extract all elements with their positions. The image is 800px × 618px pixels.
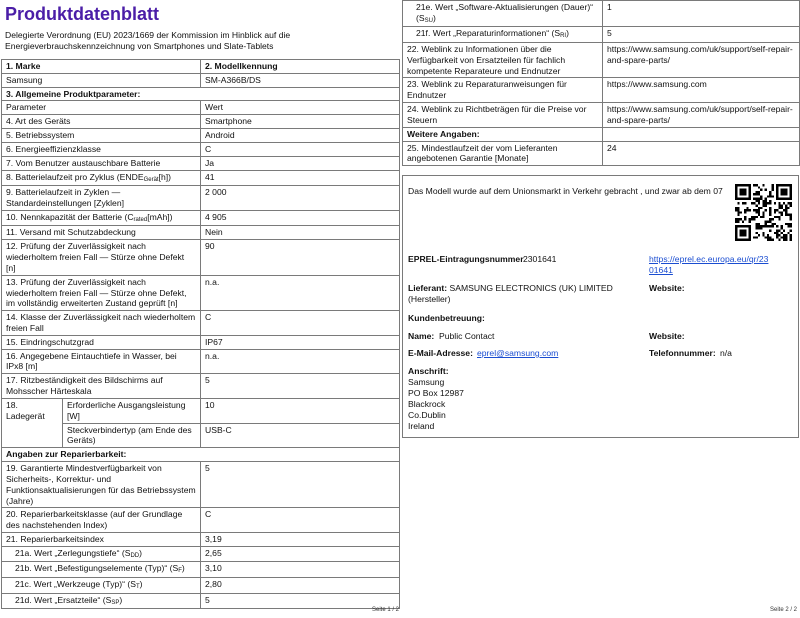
email-label: E-Mail-Adresse: (408, 348, 473, 358)
repairability-heading: Angaben zur Reparierbarkeit: (2, 448, 400, 462)
table-row (2, 349, 400, 374)
page-number: Seite 1 / 2 (372, 607, 400, 614)
row-value: 3,19 (201, 533, 400, 547)
table-row (2, 374, 400, 399)
table-row (2, 398, 400, 423)
address-line: Samsung (408, 377, 445, 387)
general-parameters-heading: 3. Allgemeine Produktparameter: (2, 87, 400, 101)
row-value: 5 (201, 462, 400, 508)
charger-plug-label: Steckverbindertyp (am Ende des Geräts) (63, 423, 201, 448)
page-number: Seite 2 / 2 (770, 607, 798, 614)
table-row (403, 103, 800, 128)
repair-score-label: 21c. Wert „Werkzeuge (Typ)“ $(S_T)$ (2, 578, 201, 594)
table-row (403, 141, 800, 166)
contact-name-label: Name: (408, 331, 435, 341)
table-row (403, 27, 800, 43)
repair-score-value: 2,80 (201, 578, 400, 594)
email-link[interactable]: eprel@samsung.com (477, 348, 559, 358)
warranty-value: 24 (603, 141, 800, 166)
repair-score-label: 21e. Wert „Software-Aktualisierungen (Dauer)“ $(S_{SU})$ (403, 1, 603, 27)
warranty-label: 25. Mindestlaufzeit der vom Lieferanten angebotenen Garantie [Monate] (403, 141, 603, 166)
page-2 (400, 0, 800, 618)
table-row (2, 578, 400, 594)
eprel-link-line-2[interactable]: 01641 (649, 265, 673, 275)
address-line: Ireland (408, 421, 435, 431)
table-row (2, 275, 400, 310)
repair-score-value: 3,10 (201, 562, 400, 578)
table-row (2, 156, 400, 170)
table-row (2, 533, 400, 547)
repair-score-value: 5 (201, 593, 400, 609)
row-label: 24. Weblink zu Richtbeträgen für die Preise vor Steuern (403, 103, 603, 128)
charger-power-label: Erforderliche Ausgangsleistung [W] (63, 398, 201, 423)
repair-instructions-link[interactable]: https://www.samsung.com (603, 78, 800, 103)
price-info-link[interactable]: https://www.samsung.com/uk/support/self-repair-and-spare-parts/ (603, 103, 800, 128)
address-line: Co.Dublin (408, 410, 446, 420)
eprel-number-label: EPREL-Eintragungsnummer (408, 254, 524, 264)
repair-info-table (402, 0, 800, 166)
battery-cycle-label: 8. Batterielaufzeit pro Zyklus $(ENDE_{Gerät}[h])$ (2, 170, 201, 186)
brand-value: Samsung (2, 73, 201, 87)
eprel-box (402, 175, 799, 438)
table-row (2, 508, 400, 533)
battery-capacity-value: 4 905 (201, 210, 400, 226)
table-row (403, 78, 800, 103)
repair-score-value: 5 (603, 27, 800, 43)
regulation-subtitle: Delegierte Verordnung (EU) 2023/1669 der Kommission im Hinblick auf die Energieverbrauchskennzeichnung von Smartphones und Slate-Tablets (5, 30, 291, 51)
product-data-table (1, 59, 400, 609)
table-row (2, 226, 400, 240)
row-value: n.a. (201, 349, 400, 374)
table-row (2, 170, 400, 186)
value-header: Wert (201, 101, 400, 115)
row-label: 11. Versand mit Schutzabdeckung (2, 226, 201, 240)
repair-score-label: 21a. Wert „Zerlegungstiefe“ $(S_{DD})$ (2, 546, 201, 562)
row-value: C (201, 142, 400, 156)
table-row (403, 42, 800, 77)
battery-cycle-value: 41 (201, 170, 400, 186)
spare-parts-link[interactable]: https://www.samsung.com/uk/support/self-repair-and-spare-parts/ (603, 42, 800, 77)
row-label: 4. Art des Geräts (2, 115, 201, 129)
address-line: PO Box 12987 (408, 388, 464, 398)
charger-plug-value: USB-C (201, 423, 400, 448)
table-row (2, 546, 400, 562)
row-value: Smartphone (201, 115, 400, 129)
row-label: 14. Klasse der Zuverlässigkeit nach wiederholtem freien Fall (2, 311, 201, 336)
supplier: Lieferant: SAMSUNG ELECTRONICS (UK) LIMITED (Hersteller) (408, 283, 613, 304)
row-value: n.a. (201, 275, 400, 310)
phone-value: n/a (720, 348, 732, 358)
brand-label: 1. Marke (2, 60, 201, 74)
contact-website-label: Website: (649, 331, 685, 341)
row-value: 5 (201, 374, 400, 399)
charger-power-value: 10 (201, 398, 400, 423)
eprel-number-value: 2301641 (523, 254, 557, 264)
row-label: 23. Weblink zu Reparaturanweisungen für Endnutzer (403, 78, 603, 103)
model-value: SM-A366B/DS (201, 73, 400, 87)
row-label: 21. Reparierbarkeitsindex (2, 533, 201, 547)
row-label: 16. Angegebene Eintauchtiefe in Wasser, bei IPx8 [m] (2, 349, 201, 374)
row-label: 15. Eindringschutzgrad (2, 335, 201, 349)
table-row (2, 210, 400, 226)
row-label: 17. Ritzbeständigkeit des Bildschirms auf Mohsscher Härteskala (2, 374, 201, 399)
row-value: C (201, 311, 400, 336)
row-value: Nein (201, 226, 400, 240)
row-value: Ja (201, 156, 400, 170)
row-label: 19. Garantierte Mindestverfügbarkeit von Sicherheits-, Korrektur- und Funktionsaktualisierungen für das Betriebssystem (Jahre) (2, 462, 201, 508)
table-row (2, 311, 400, 336)
page-title: Produktdatenblatt (5, 4, 160, 24)
battery-life-label: 9. Batterielaufzeit in Zyklen — Standardeinstellungen [Zyklen] (2, 186, 201, 211)
row-label: 6. Energieeffizienzklasse (2, 142, 201, 156)
more-info-heading: Weitere Angaben: (403, 127, 603, 141)
qr-code-icon[interactable] (735, 184, 792, 241)
eprel-link-line-1[interactable]: https://eprel.ec.europa.eu/qr/23 (649, 254, 769, 264)
row-value: C (201, 508, 400, 533)
row-label: 7. Vom Benutzer austauschbare Batterie (2, 156, 201, 170)
battery-capacity-label: 10. Nennkapazität der Batterie $(C_{rated}[mAh])$ (2, 210, 201, 226)
table-row (2, 593, 400, 609)
market-date-text: Das Modell wurde auf dem Unionsmarkt in Verkehr gebracht , und zwar ab dem 07 (408, 186, 723, 196)
parameter-header: Parameter (2, 101, 201, 115)
row-label: 20. Reparierbarkeitsklasse (auf der Grundlage des nachstehenden Index) (2, 508, 201, 533)
repair-score-value: 2,65 (201, 546, 400, 562)
table-row (2, 115, 400, 129)
phone-label: Telefonnummer: (649, 348, 716, 358)
address-label: Anschrift: (408, 366, 449, 376)
table-row (2, 562, 400, 578)
row-label: 12. Prüfung der Zuverlässigkeit nach wiederholtem freien Fall — Stürze ohne Defekt [n] (2, 240, 201, 275)
model-label: 2. Modellkennung (201, 60, 400, 74)
repair-score-label: 21f. Wert „Reparaturinformationen“ $(S_{RI})$ (403, 27, 603, 43)
supplier-website-label: Website: (649, 283, 685, 293)
contact-name-value: Public Contact (439, 331, 495, 341)
repair-score-label: 21d. Wert „Ersatzteile“ $(S_{SP})$ (2, 593, 201, 609)
table-row (403, 1, 800, 27)
table-row (2, 186, 400, 211)
row-label: 13. Prüfung der Zuverlässigkeit nach wiederholtem freien Fall — Stürze ohne Defekt, im vollständig erweiterten Zustand geprüft [n] (2, 275, 201, 310)
row-label: 22. Weblink zu Informationen über die Verfügbarkeit von Ersatzteilen für fachlich kompetente Reparateure und Endnutzer (403, 42, 603, 77)
row-value: 90 (201, 240, 400, 275)
repair-score-label: 21b. Wert „Befestigungselemente (Typ)“ $(S_F)$ (2, 562, 201, 578)
row-label: 5. Betriebssystem (2, 129, 201, 143)
customer-service-label: Kundenbetreuung: (408, 313, 485, 323)
row-value: Android (201, 129, 400, 143)
table-row (2, 462, 400, 508)
row-value: IP67 (201, 335, 400, 349)
charger-label: 18. Ladegerät (2, 398, 63, 447)
repair-score-value: 1 (603, 1, 800, 27)
table-row (2, 129, 400, 143)
table-row (2, 240, 400, 275)
table-row (2, 142, 400, 156)
table-row (2, 335, 400, 349)
battery-life-value: 2 000 (201, 186, 400, 211)
address-line: Blackrock (408, 399, 446, 409)
